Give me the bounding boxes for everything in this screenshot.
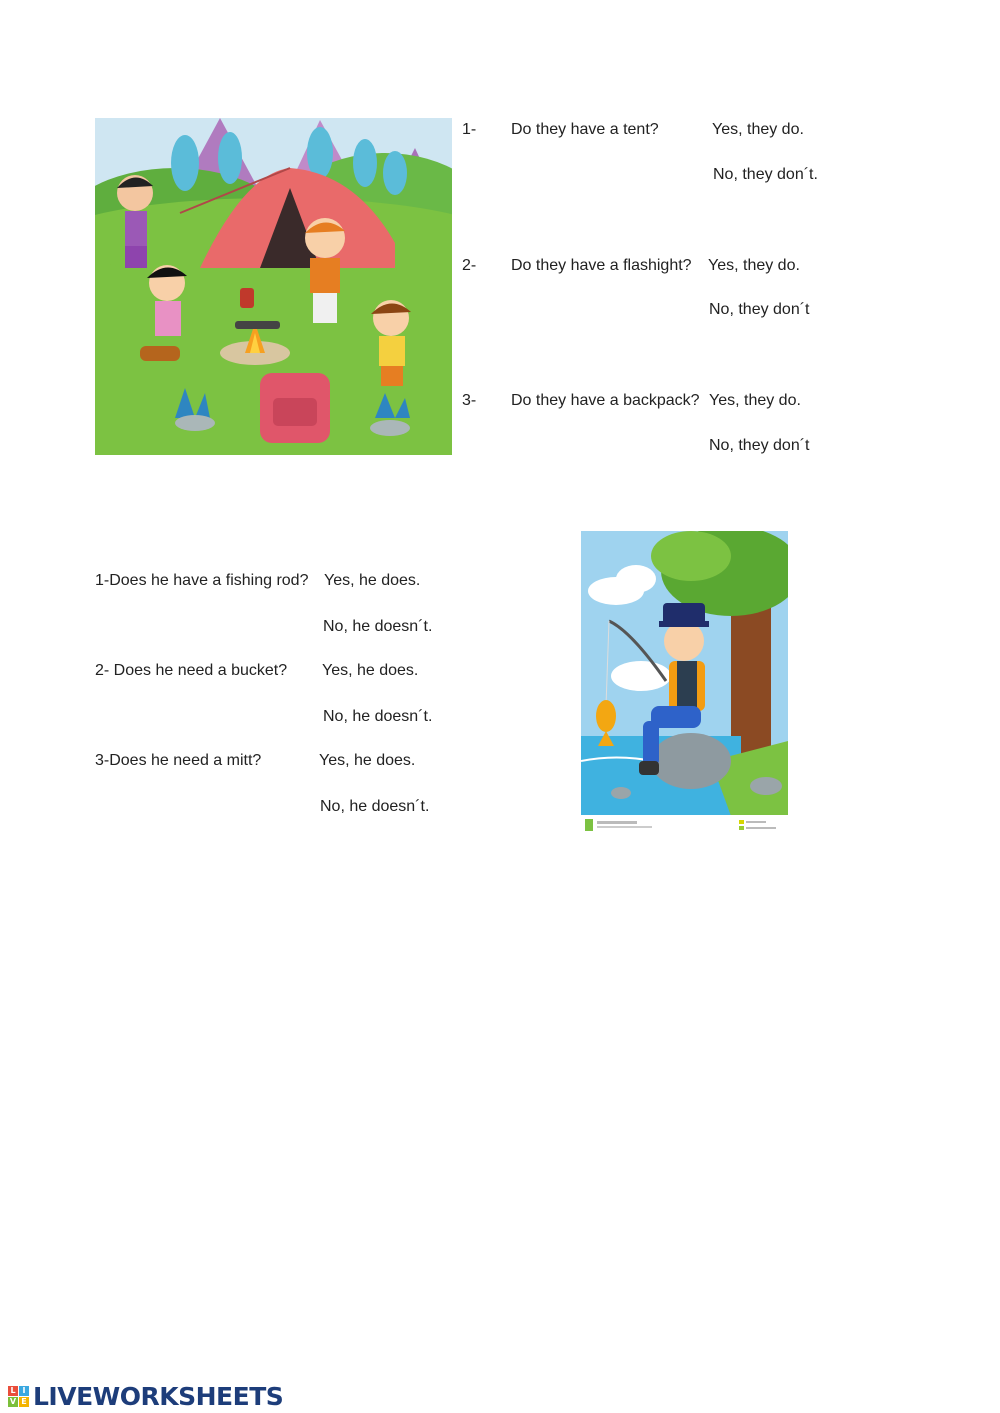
logo-letter-e: E	[19, 1397, 29, 1407]
camping-illustration	[95, 118, 452, 455]
question-3-no: No, they don´t	[709, 437, 810, 454]
fishing-scene	[581, 531, 788, 835]
brand-logo-icon	[8, 1386, 29, 1407]
question-2-yes: Yes, they do.	[708, 257, 800, 274]
question-1-number: 1-	[462, 121, 477, 138]
question-2-number: 2-	[462, 257, 477, 274]
liveworksheets-logo[interactable]	[8, 1381, 283, 1411]
logo-letter-v: V	[9, 1396, 17, 1406]
fishing-question-1-no: No, he doesn´t.	[323, 618, 433, 635]
fishing-question-3-yes: Yes, he does.	[319, 752, 416, 769]
brand-name: LIVEWORKSHEETS	[33, 1381, 284, 1411]
question-3-number: 3-	[462, 392, 477, 409]
fishing-question-2-no: No, he doesn´t.	[323, 708, 433, 725]
question-2-no: No, they don´t	[709, 301, 810, 318]
question-1-no: No, they don´t.	[713, 166, 818, 183]
logo-letter-l: L	[8, 1386, 18, 1396]
question-3-text: Do they have a backpack?	[511, 392, 700, 409]
question-3-yes: Yes, they do.	[709, 392, 801, 409]
fishing-question-3-no: No, he doesn´t.	[320, 798, 430, 815]
question-1-text: Do they have a tent?	[511, 121, 659, 138]
fishing-question-3-text: 3-Does he need a mitt?	[95, 752, 262, 769]
fishing-question-1-text: 1-Does he have a fishing rod?	[95, 572, 309, 589]
camping-scene	[95, 118, 452, 455]
question-2-text: Do they have a flashight?	[511, 257, 692, 274]
fishing-question-2-yes: Yes, he does.	[322, 662, 419, 679]
logo-letter-i: I	[19, 1386, 29, 1396]
fishing-question-2-text: 2- Does he need a bucket?	[95, 662, 288, 679]
fishing-illustration	[581, 531, 788, 835]
fishing-question-1-yes: Yes, he does.	[324, 572, 421, 589]
question-1-yes: Yes, they do.	[712, 121, 804, 138]
